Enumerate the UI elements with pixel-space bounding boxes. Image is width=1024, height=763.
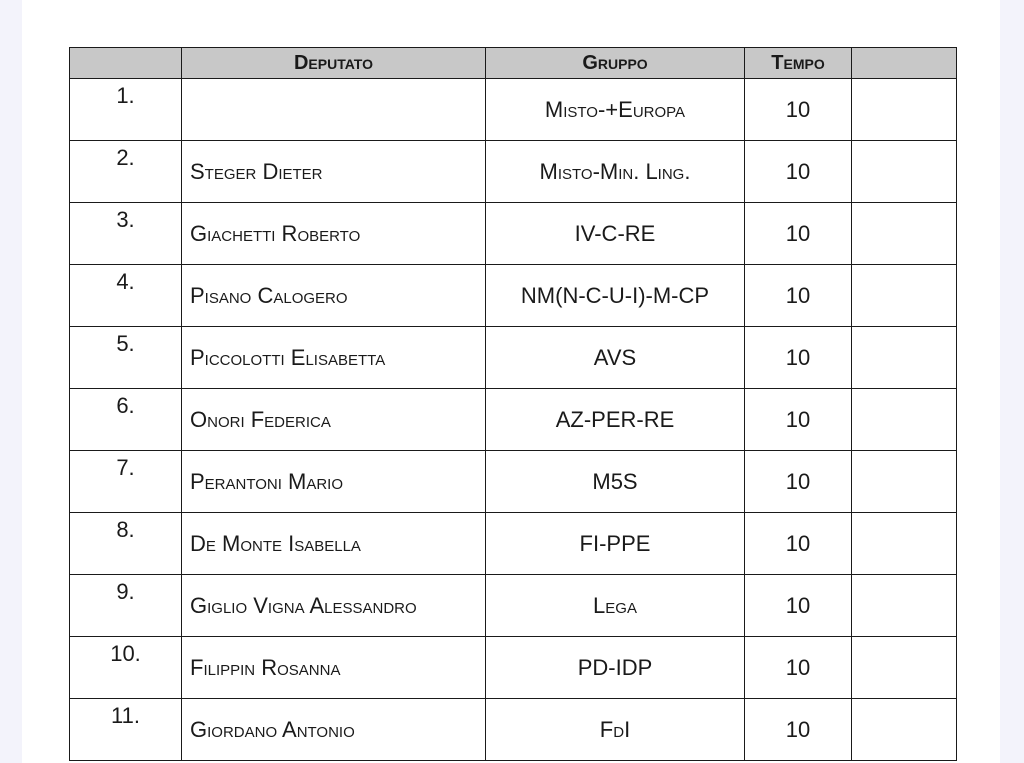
deputy-name	[182, 79, 486, 141]
deputy-name: Piccolotti Elisabetta	[182, 327, 486, 389]
party-group: FdI	[486, 699, 745, 761]
speaking-time: 10	[745, 389, 852, 451]
party-group: AZ-PER-RE	[486, 389, 745, 451]
table-body	[70, 79, 957, 761]
deputy-name: Filippin Rosanna	[182, 637, 486, 699]
speaking-time: 10	[745, 79, 852, 141]
header-row	[70, 48, 957, 79]
deputy-name: Onori Federica	[182, 389, 486, 451]
table-row	[70, 513, 957, 575]
header-gruppo: Gruppo	[486, 48, 745, 79]
empty-cell	[852, 575, 957, 637]
table-row	[70, 389, 957, 451]
table-row	[70, 637, 957, 699]
speaking-time: 10	[745, 513, 852, 575]
table-row	[70, 575, 957, 637]
empty-cell	[852, 389, 957, 451]
empty-cell	[852, 637, 957, 699]
table-row	[70, 327, 957, 389]
party-group: FI-PPE	[486, 513, 745, 575]
party-group: AVS	[486, 327, 745, 389]
speaking-time: 10	[745, 637, 852, 699]
row-number: 11.	[70, 699, 182, 761]
party-group: M5S	[486, 451, 745, 513]
empty-cell	[852, 451, 957, 513]
speaking-time: 10	[745, 575, 852, 637]
speaking-time: 10	[745, 141, 852, 203]
document-page	[22, 0, 1000, 763]
party-group: NM(N-C-U-I)-M-CP	[486, 265, 745, 327]
empty-cell	[852, 141, 957, 203]
table-header	[70, 48, 957, 79]
row-number: 2.	[70, 141, 182, 203]
header-number	[70, 48, 182, 79]
header-extra	[852, 48, 957, 79]
speakers-table	[69, 47, 957, 761]
empty-cell	[852, 79, 957, 141]
row-number: 5.	[70, 327, 182, 389]
header-deputato: Deputato	[182, 48, 486, 79]
row-number: 10.	[70, 637, 182, 699]
deputy-name: Giglio Vigna Alessandro	[182, 575, 486, 637]
deputy-name: De Monte Isabella	[182, 513, 486, 575]
table-row	[70, 265, 957, 327]
deputy-name: Pisano Calogero	[182, 265, 486, 327]
speaking-time: 10	[745, 699, 852, 761]
row-number: 8.	[70, 513, 182, 575]
party-group: Misto-Min. Ling.	[486, 141, 745, 203]
party-group: PD-IDP	[486, 637, 745, 699]
row-number: 1.	[70, 79, 182, 141]
deputy-name: Giachetti Roberto	[182, 203, 486, 265]
empty-cell	[852, 265, 957, 327]
empty-cell	[852, 699, 957, 761]
row-number: 6.	[70, 389, 182, 451]
speaking-time: 10	[745, 327, 852, 389]
row-number: 4.	[70, 265, 182, 327]
header-tempo: Tempo	[745, 48, 852, 79]
party-group: IV-C-RE	[486, 203, 745, 265]
table-row	[70, 451, 957, 513]
deputy-name: Giordano Antonio	[182, 699, 486, 761]
table-row	[70, 141, 957, 203]
party-group: Misto-+Europa	[486, 79, 745, 141]
deputy-name: Steger Dieter	[182, 141, 486, 203]
speaking-time: 10	[745, 451, 852, 513]
empty-cell	[852, 513, 957, 575]
party-group: Lega	[486, 575, 745, 637]
speaking-time: 10	[745, 265, 852, 327]
table-row	[70, 79, 957, 141]
empty-cell	[852, 203, 957, 265]
row-number: 3.	[70, 203, 182, 265]
deputy-name: Perantoni Mario	[182, 451, 486, 513]
empty-cell	[852, 327, 957, 389]
row-number: 9.	[70, 575, 182, 637]
table-row	[70, 203, 957, 265]
row-number: 7.	[70, 451, 182, 513]
speaking-time: 10	[745, 203, 852, 265]
table-row	[70, 699, 957, 761]
